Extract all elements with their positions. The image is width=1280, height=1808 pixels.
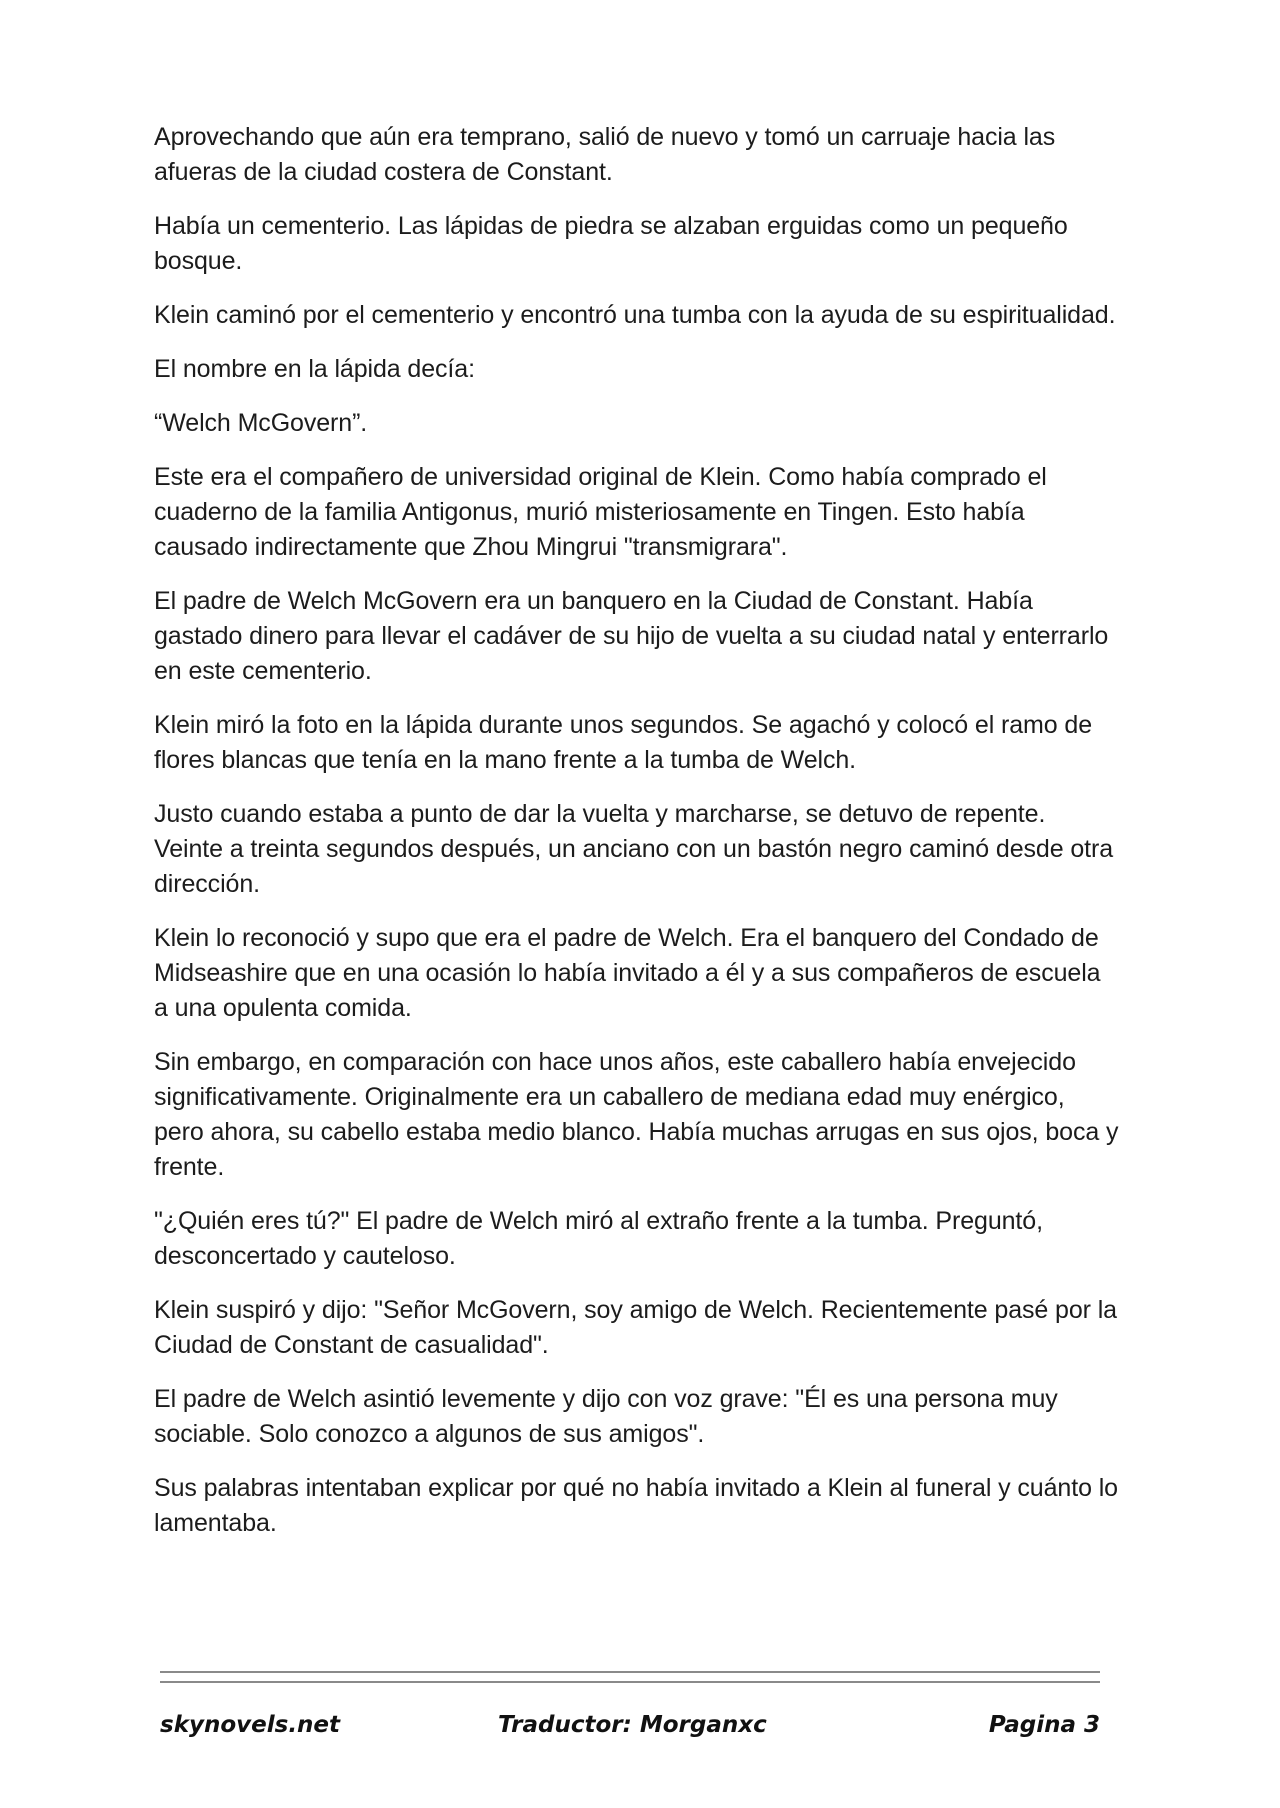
paragraph: Sus palabras intentaban explicar por qué no había invitado a Klein al funeral y cuánto lo lamentaba. <box>154 1474 1118 1537</box>
paragraph: Había un cementerio. Las lápidas de piedra se alzaban erguidas como un pequeño bosque. <box>154 212 1068 275</box>
footer-divider-top <box>160 1671 1100 1673</box>
paragraph: Aprovechando que aún era temprano, salió de nuevo y tomó un carruaje hacia las afueras de la ciudad costera de Constant. <box>154 123 1056 186</box>
paragraph: Klein miró la foto en la lápida durante unos segundos. Se agachó y colocó el ramo de flores blancas que tenía en la mano frente a la tumba de Welch. <box>154 711 1093 774</box>
paragraph: El padre de Welch McGovern era un banquero en la Ciudad de Constant. Había gastado dinero para llevar el cadáver de su hijo de vuelta a su ciudad natal y enterrarlo en este cementerio. <box>154 587 1109 685</box>
body-text <box>154 120 1120 1560</box>
paragraph: El padre de Welch asintió levemente y dijo con voz grave: "Él es una persona muy sociable. Solo conozco a algunos de sus amigos". <box>154 1385 1058 1448</box>
footer-page-number: Pagina 3 <box>988 1712 1100 1738</box>
paragraph: Justo cuando estaba a punto de dar la vuelta y marcharse, se detuvo de repente. Veinte a treinta segundos después, un anciano con un bastón negro caminó desde otra dirección. <box>154 800 1114 898</box>
footer-translator: Traductor: Morganxc <box>498 1712 767 1738</box>
paragraph: “Welch McGovern”. <box>154 409 368 437</box>
page-footer <box>160 1712 1100 1746</box>
paragraph: Klein caminó por el cementerio y encontró una tumba con la ayuda de su espiritualidad. <box>154 301 1116 329</box>
paragraph: Sin embargo, en comparación con hace unos años, este caballero había envejecido significativamente. Originalmente era un caballero de mediana edad muy enérgico, pero ahora, su cabello estaba medio blanco. Había muchas arrugas en sus ojos, boca y frente. <box>154 1048 1119 1181</box>
paragraph: Klein suspiró y dijo: "Señor McGovern, soy amigo de Welch. Recientemente pasé por la Ciudad de Constant de casualidad". <box>154 1296 1117 1359</box>
paragraph: "¿Quién eres tú?" El padre de Welch miró al extraño frente a la tumba. Preguntó, desconcertado y cauteloso. <box>154 1207 1043 1270</box>
footer-site: skynovels.net <box>160 1712 341 1738</box>
paragraph: Este era el compañero de universidad original de Klein. Como había comprado el cuaderno de la familia Antigonus, murió misteriosamente en Tingen. Esto había causado indirectamente que Zhou Mingrui "transmigrara". <box>154 463 1047 561</box>
paragraph: El nombre en la lápida decía: <box>154 355 475 383</box>
footer-divider-bottom <box>160 1681 1100 1683</box>
paragraph: Klein lo reconoció y supo que era el padre de Welch. Era el banquero del Condado de Midseashire que en una ocasión lo había invitado a él y a sus compañeros de escuela a una opulenta comida. <box>154 924 1101 1022</box>
